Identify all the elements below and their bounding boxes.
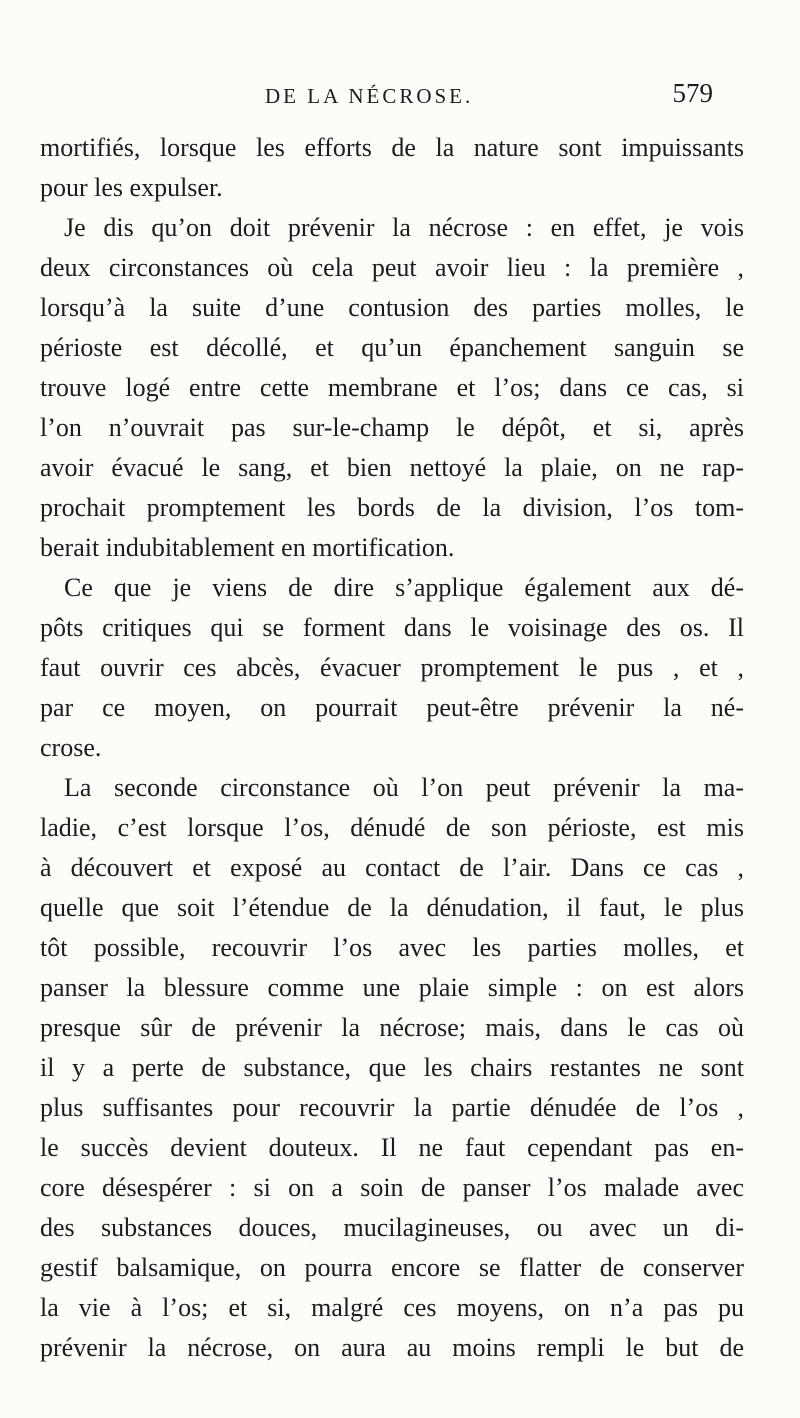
- text-line: à découvert et exposé au contact de l’air. Dans ce cas ,: [40, 853, 744, 882]
- text-line: panser la blessure comme une plaie simple : on est alors: [40, 973, 744, 1002]
- text-line: faut ouvrir ces abcès, évacuer promptement le pus , et ,: [40, 653, 744, 682]
- text-line: core désespérer : si on a soin de panser l’os malade avec: [40, 1173, 744, 1202]
- text-line: berait indubitablement en mortification.: [40, 533, 455, 562]
- text-line: le succès devient douteux. Il ne faut cependant pas en-: [40, 1133, 744, 1162]
- text-line: mortifiés, lorsque les efforts de la nature sont impuissants: [40, 133, 744, 162]
- text-line: avoir évacué le sang, et bien nettoyé la plaie, on ne rap-: [40, 453, 744, 482]
- page-number: 579: [672, 78, 713, 108]
- text-line: pôts critiques qui se forment dans le voisinage des os. Il: [40, 613, 744, 642]
- text-line: des substances douces, mucilagineuses, ou avec un di-: [40, 1213, 744, 1242]
- text-line: tôt possible, recouvrir l’os avec les parties molles, et: [40, 933, 744, 962]
- text-line: quelle que soit l’étendue de la dénudation, il faut, le plus: [40, 893, 744, 922]
- text-line: presque sûr de prévenir la nécrose; mais, dans le cas où: [40, 1013, 744, 1042]
- text-line: Ce que je viens de dire s’applique également aux dé-: [64, 573, 744, 602]
- running-header: [40, 78, 760, 118]
- text-line: gestif balsamique, on pourra encore se flatter de conserver: [40, 1253, 744, 1282]
- text-line: Je dis qu’on doit prévenir la nécrose : en effet, je vois: [64, 213, 744, 242]
- text-line: La seconde circonstance où l’on peut prévenir la ma-: [64, 773, 744, 802]
- text-line: trouve logé entre cette membrane et l’os; dans ce cas, si: [40, 373, 744, 402]
- text-line: lorsqu’à la suite d’une contusion des parties molles, le: [40, 293, 744, 322]
- text-line: crose.: [40, 733, 102, 762]
- text-line: il y a perte de substance, que les chairs restantes ne sont: [40, 1053, 744, 1082]
- text-line: prochait promptement les bords de la division, l’os tom-: [40, 493, 744, 522]
- running-title: DE LA NÉCROSE.: [265, 84, 474, 108]
- text-line: la vie à l’os; et si, malgré ces moyens, on n’a pas pu: [40, 1293, 744, 1322]
- text-line: deux circonstances où cela peut avoir lieu : la première ,: [40, 253, 744, 282]
- text-line: par ce moyen, on pourrait peut-être prévenir la né-: [40, 693, 744, 722]
- text-line: périoste est décollé, et qu’un épanchement sanguin se: [40, 333, 744, 362]
- text-line: plus suffisantes pour recouvrir la partie dénudée de l’os ,: [40, 1093, 744, 1122]
- text-line: pour les expulser.: [40, 173, 223, 202]
- text-line: prévenir la nécrose, on aura au moins rempli le but de: [40, 1333, 744, 1362]
- text-line: ladie, c’est lorsque l’os, dénudé de son périoste, est mis: [40, 813, 744, 842]
- text-line: l’on n’ouvrait pas sur-le-champ le dépôt, et si, après: [40, 413, 744, 442]
